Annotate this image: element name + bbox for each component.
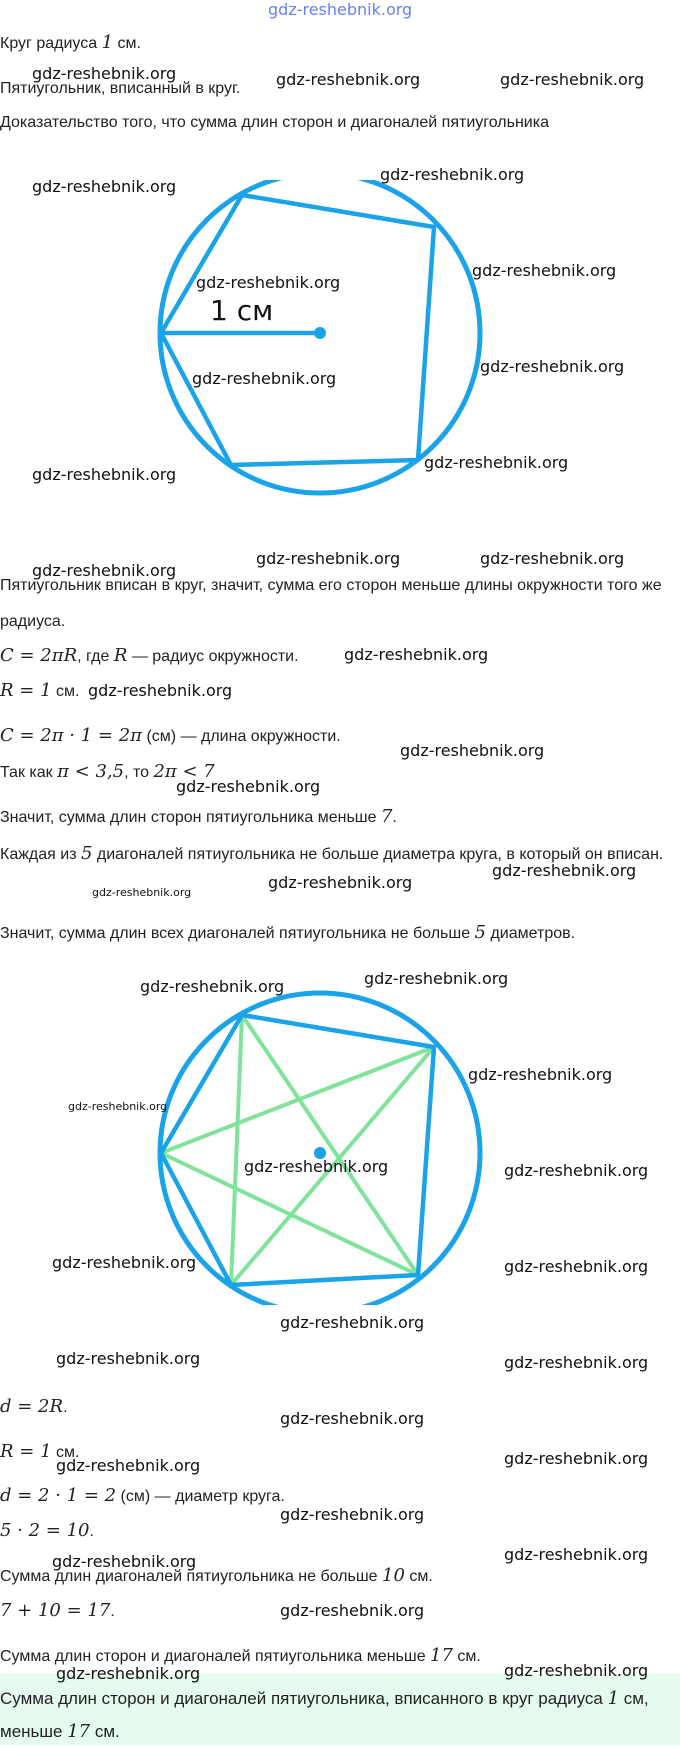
text-line-diameter-value: d = 2 · 1 = 2 (см) — диаметр круга. [0, 1485, 285, 1506]
final-answer-box [0, 1674, 680, 1745]
watermark: gdz-reshebnik.org [88, 681, 233, 700]
diagonals [161, 1015, 434, 1285]
watermark: gdz-reshebnik.org [192, 369, 337, 388]
text-line-pentagon: Пятиугольник, вписанный в круг. [0, 80, 241, 97]
watermark: gdz-reshebnik.org [280, 1601, 425, 1620]
watermark: gdz-reshebnik.org [32, 561, 177, 580]
watermark: gdz-reshebnik.org [92, 886, 192, 899]
watermark: gdz-reshebnik.org [504, 1545, 649, 1564]
watermark: gdz-reshebnik.org [176, 777, 321, 796]
watermark: gdz-reshebnik.org [472, 261, 617, 280]
text-line-radius-value-2: R = 1 см. [0, 1441, 80, 1462]
watermark: gdz-reshebnik.org [68, 1100, 168, 1113]
text-line-pi-estimate: Так как π < 3,5, то 2π < 7 [0, 761, 215, 782]
radius-label: 1 см [210, 294, 274, 327]
watermark: gdz-reshebnik.org [480, 357, 625, 376]
watermark: gdz-reshebnik.org [52, 1253, 197, 1272]
watermark: gdz-reshebnik.org [56, 1664, 201, 1683]
watermark: gdz-reshebnik.org [32, 465, 177, 484]
text-line-product: 5 · 2 = 10. [0, 1520, 94, 1541]
watermark: gdz-reshebnik.org [268, 873, 413, 892]
center-point [314, 327, 326, 339]
text-line-diameter-formula: d = 2R. [0, 1396, 68, 1417]
watermark: gdz-reshebnik.org [56, 1349, 201, 1368]
watermark: gdz-reshebnik.org [504, 1257, 649, 1276]
paragraph-sides-less: Пятиугольник вписан в круг, значит, сумма его сторон меньше длины окружности того же радиуса. [0, 577, 662, 630]
paragraph-diagonals-diameter: Каждая из 5 диагоналей пятиугольника не больше диаметра круга, в который он вписан. [0, 843, 664, 864]
text-line-circumference-value: C = 2π · 1 = 2π (см) — длина окружности. [0, 725, 341, 746]
watermark: gdz-reshebnik.org [280, 1505, 425, 1524]
text-line-diagonals-total: Значит, сумма длин всех диагоналей пятиугольника не больше 5 диаметров. [0, 922, 576, 943]
text-line-circumference-formula: C = 2πR, где R — радиус окружности. [0, 645, 299, 666]
watermark: gdz-reshebnik.org [500, 70, 645, 89]
watermark: gdz-reshebnik.org [504, 1353, 649, 1372]
watermark: gdz-reshebnik.org [56, 1456, 201, 1475]
text-line-sum-less-17: Сумма длин сторон и диагоналей пятиугольника меньше 17 см. [0, 1645, 481, 1666]
watermark: gdz-reshebnik.org [492, 861, 637, 880]
text-line-total-sum: 7 + 10 = 17. [0, 1600, 115, 1621]
watermark: gdz-reshebnik.org [196, 273, 341, 292]
watermark: gdz-reshebnik.org [140, 977, 285, 996]
text-line-diagonals-sum: Сумма длин диагоналей пятиугольника не больше 10 см. [0, 1565, 433, 1586]
watermark: gdz-reshebnik.org [480, 549, 625, 568]
watermark: gdz-reshebnik.org [244, 1157, 389, 1176]
watermark: gdz-reshebnik.org [280, 1409, 425, 1428]
watermark: gdz-reshebnik.org [504, 1661, 649, 1680]
watermark: gdz-reshebnik.org [424, 453, 569, 472]
text-line-circle-radius: Круг радиуса 1 см. [0, 32, 141, 53]
pentagon-sides [161, 1015, 434, 1285]
watermark: gdz-reshebnik.org [280, 1313, 425, 1332]
text-line-proof-heading: Доказательство того, что сумма длин сторон и диагоналей пятиугольника [0, 114, 549, 131]
watermark: gdz-reshebnik.org [504, 1161, 649, 1180]
header-watermark: gdz-reshebnik.org [268, 0, 413, 19]
watermark: gdz-reshebnik.org [380, 165, 525, 184]
watermark: gdz-reshebnik.org [400, 741, 545, 760]
watermark: gdz-reshebnik.org [32, 177, 177, 196]
watermark: gdz-reshebnik.org [276, 70, 421, 89]
pentagon-sides [161, 195, 434, 465]
watermark: gdz-reshebnik.org [364, 969, 509, 988]
watermark: gdz-reshebnik.org [344, 645, 489, 664]
final-answer-text: Сумма длин сторон и диагоналей пятиугольника, вписанного в круг радиуса 1 см, меньше 17 см. [0, 1688, 649, 1742]
watermark: gdz-reshebnik.org [468, 1065, 613, 1084]
watermark: gdz-reshebnik.org [256, 549, 401, 568]
text-line-sides-less-7: Значит, сумма длин сторон пятиугольника меньше 7. [0, 806, 397, 827]
watermark: gdz-reshebnik.org [52, 1552, 197, 1571]
text-line-radius-value: R = 1 см. [0, 680, 80, 701]
watermark: gdz-reshebnik.org [32, 64, 177, 83]
watermark: gdz-reshebnik.org [504, 1449, 649, 1468]
figure-circle-pentagon [0, 180, 680, 510]
